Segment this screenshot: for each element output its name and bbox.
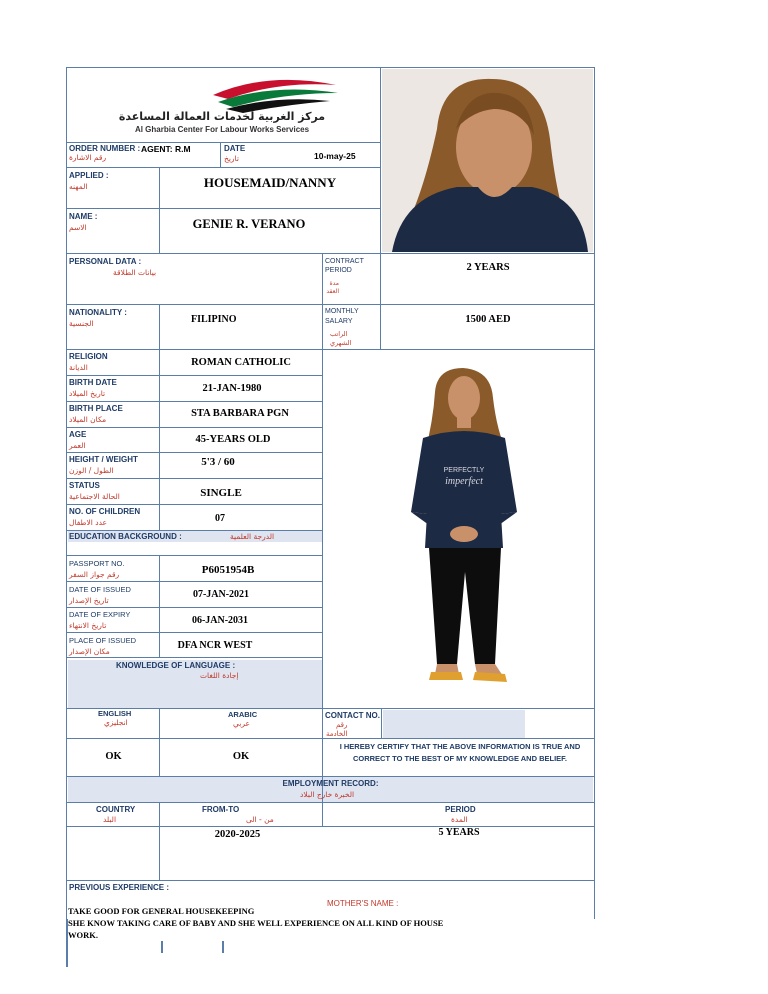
experience-line-3: WORK. [68,930,98,940]
arabic-value: OK [232,751,250,762]
religion-value: ROMAN CATHOLIC [191,357,291,368]
contract-value: 2 YEARS [466,262,510,273]
issue-place-label: PLACE OF ISSUED [69,636,137,645]
divider [66,375,323,376]
passport-no-value: P6051954B [201,564,255,576]
footer-mark [222,941,224,953]
birth-date-label-ar: تاريخ الميلاد [69,389,106,398]
name-label: NAME : [69,212,98,221]
country-header: COUNTRY [96,805,136,814]
order-number-label-ar: رقم الاشارة [69,153,107,162]
period-value: 5 YEARS [438,827,480,838]
divider [66,530,323,531]
applied-value: HOUSEMAID/NANNY [203,175,337,190]
divider [66,452,323,453]
experience-line-1: TAKE GOOD FOR GENERAL HOUSEKEEPING [68,906,255,916]
experience-line-2: SHE KNOW TAKING CARE OF BABY AND SHE WELL EXPERIENCE ON ALL KIND OF HOUSE [68,918,444,928]
religion-label: RELIGION [69,352,108,361]
divider [66,167,381,168]
divider [66,657,323,658]
divider [66,581,323,582]
divider [66,632,323,633]
arabic-label: ARABIC [228,710,258,719]
previous-experience-label: PREVIOUS EXPERIENCE : [69,883,170,892]
religion-label-ar: الديانة [69,363,88,372]
divider [66,880,595,881]
date-label-ar: تاريخ [224,154,239,163]
divider [66,504,323,505]
employment-record-label: EMPLOYMENT RECORD: [282,779,379,788]
children-value: 07 [215,513,225,524]
name-label-ar: الاسم [69,223,87,232]
birth-date-label: BIRTH DATE [69,378,117,387]
status-label-ar: الحالة الاجتماعية [69,492,120,501]
education-label: EDUCATION BACKGROUND : [69,532,182,541]
personal-data-label-ar: بيانات الطلاقة [113,268,157,277]
divider [66,401,323,402]
personal-data-label: PERSONAL DATA : [69,257,142,266]
english-label-ar: انجليزي [104,718,128,727]
contact-label-ar-1: رقم [336,721,348,729]
status-label: STATUS [69,481,100,490]
left-edge-line [66,919,68,967]
shirt-text-top: PERFECTLY [443,467,485,474]
mother-name-label: MOTHER'S NAME : [327,899,399,908]
divider [66,708,595,709]
order-number-value: AGENT: R.M [141,144,191,154]
issue-place-value: DFA NCR WEST [177,640,253,651]
birth-date-value: 21-JAN-1980 [202,383,262,394]
divider [381,708,382,738]
issue-date-label-ar: تاريخ الإصدار [69,596,109,605]
contract-label-1: CONTRACT [325,258,364,265]
contract-label-2: PERIOD [325,267,352,274]
divider [66,208,381,209]
english-label: ENGLISH [98,709,132,718]
salary-label-ar-2: الشهري [330,339,352,347]
divider [66,142,381,143]
contact-label: CONTACT NO. [325,711,380,720]
contact-label-ar-2: الخادمة [326,730,348,738]
fromto-value: 2020-2025 [214,829,261,840]
salary-value: 1500 AED [465,314,511,325]
employment-record-label-ar: الخبرة خارج البلاد [300,790,355,799]
education-label-ar: الدرجة العلمية [230,532,275,541]
english-value: OK [105,751,122,762]
shirt-text-bottom: imperfect [445,476,483,487]
applied-label: APPLIED : [69,171,109,180]
date-label: DATE [224,144,246,153]
order-number-label: ORDER NUMBER : [69,144,141,153]
divider [66,304,595,305]
divider [66,349,595,350]
fromto-header: FROM-TO [202,805,240,814]
period-header-ar: المدة [451,815,468,824]
divider [66,427,323,428]
nationality-label: NATIONALITY : [69,308,127,317]
birth-place-value: STA BARBARA PGN [191,408,289,419]
divider [66,253,595,254]
issue-date-value: 07-JAN-2021 [192,589,250,600]
divider [66,738,595,739]
divider [66,802,595,803]
nationality-label-ar: الجنسية [69,319,94,328]
height-weight-label: HEIGHT / WEIGHT [69,455,138,464]
status-value: SINGLE [200,487,242,499]
passport-no-label: PASSPORT NO. [69,559,125,568]
issue-place-label-ar: مكان الإصدار [69,647,110,656]
height-weight-value: 5'3 / 60 [201,456,235,468]
children-label: NO. OF CHILDREN [69,507,141,516]
divider [159,708,160,776]
language-label-ar: إجادة اللغات [200,671,239,680]
expiry-date-label: DATE OF EXPIRY [69,610,131,619]
birth-place-label: BIRTH PLACE [69,404,123,413]
children-label-ar: عدد الاطفال [69,518,107,527]
company-name-english: Al Gharbia Center For Labour Works Services [134,125,310,134]
date-value: 10-may-25 [314,151,356,161]
company-name-arabic: مركز الغربية لخدمات العمالة المساعدة [118,110,326,123]
fromto-header-ar: من - الى [246,815,274,824]
certify-statement: I HEREBY CERTIFY THAT THE ABOVE INFORMATION IS TRUE AND CORRECT TO THE BEST OF MY KNOWLEDGE AND BELIEF. [339,742,581,763]
expiry-date-value: 06-JAN-2031 [191,615,249,626]
salary-label-1: MONTHLY [325,308,359,315]
salary-label-2: SALARY [325,318,353,325]
country-header-ar: البلد [103,815,117,824]
divider [159,304,160,349]
age-value: 45-YEARS OLD [195,434,271,445]
divider [66,607,323,608]
divider [322,253,323,827]
applied-label-ar: المهنه [69,182,88,191]
birth-place-label-ar: مكان الميلاد [69,415,107,424]
language-label: KNOWLEDGE OF LANGUAGE : [116,661,236,670]
issue-date-label: DATE OF ISSUED [69,585,131,594]
divider [66,478,323,479]
footer-mark [161,941,163,953]
salary-label-ar-1: الراتب [330,330,348,338]
expiry-date-label-ar: تاريخ الانتهاء [69,621,107,630]
divider [66,776,595,777]
nationality-value: FILIPINO [191,314,237,325]
divider [66,555,323,556]
height-weight-label-ar: الطول / الوزن [69,466,114,475]
divider [220,142,221,167]
name-value: GENIE R. VERANO [192,217,306,231]
divider [159,802,160,880]
age-label: AGE [69,430,87,439]
contract-label-ar: مدة العقد [326,280,339,295]
period-header: PERIOD [445,805,476,814]
age-label-ar: العمر [69,441,86,450]
arabic-label-ar: عربي [233,719,250,728]
passport-no-label-ar: رقم جواز السفر [69,570,120,579]
